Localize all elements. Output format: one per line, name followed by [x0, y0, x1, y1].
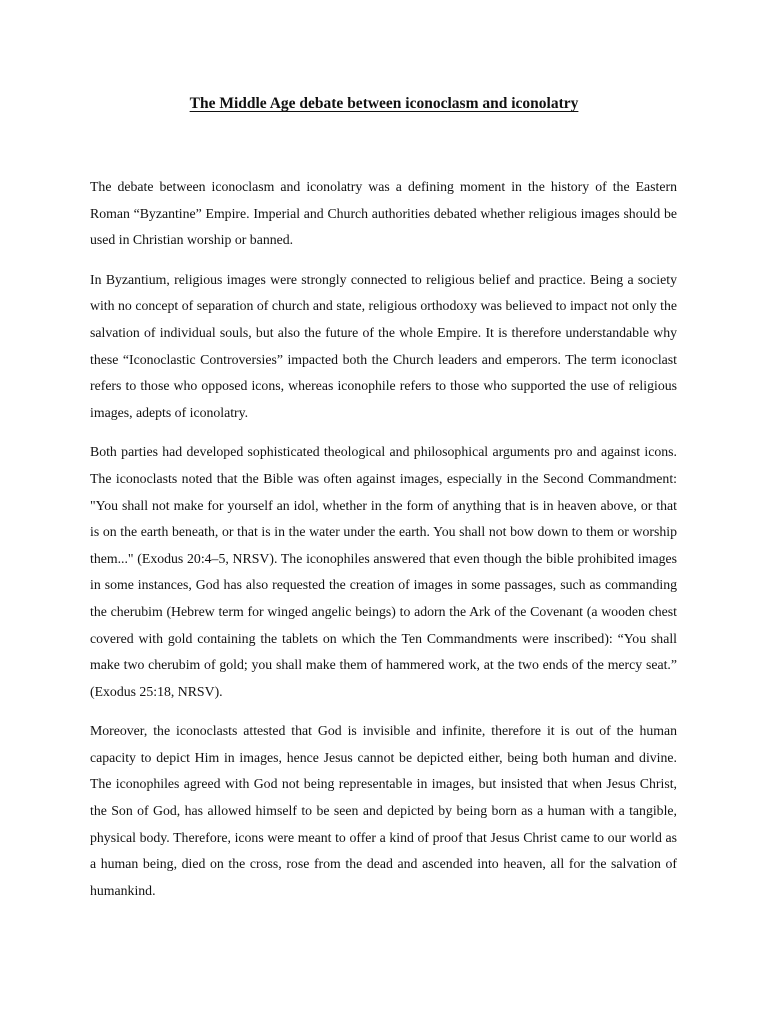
- document-title: The Middle Age debate between iconoclasm and iconolatry: [189, 95, 579, 112]
- paragraph-3: Both parties had developed sophisticated theological and philosophical arguments pro and against icons. The iconoclasts noted that the Bible was often against images, especially in the Second Commandment: "You shall not make for yourself an idol, whether in the form of anything that is in heaven above, or that is on the earth beneath, or that is in the water under the earth. You shall not bow down to them or worship them..." (Exodus 20:4–5, NRSV). The iconophiles answered that even though the bible prohibited images in some instances, God has also requested the creation of images in some passages, such as commanding the cherubim (Hebrew term for winged angelic beings) to adorn the Ark of the Covenant (a wooden chest covered with gold containing the tablets on which the Ten Commandments were inscribed): “You shall make two cherubim of gold; you shall make them of hammered work, at the two ends of the mercy seat.” (Exodus 25:18, NRSV).: [90, 444, 677, 699]
- document-body: [90, 174, 677, 917]
- paragraph-2: In Byzantium, religious images were strongly connected to religious belief and practice. Being a society with no concept of separation of church and state, religious orthodoxy was believed to impact not only the salvation of individual souls, but also the future of the whole Empire. It is therefore understandable why these “Iconoclastic Controversies” impacted both the Church leaders and emperors. The term iconoclast refers to those who opposed icons, whereas iconophile refers to those who supported the use of religious images, adepts of iconolatry.: [90, 271, 677, 420]
- paragraph-4: Moreover, the iconoclasts attested that God is invisible and infinite, therefore it is out of the human capacity to depict Him in images, hence Jesus cannot be depicted either, being both human and divine. The iconophiles agreed with God not being representable in images, but insisted that when Jesus Christ, the Son of God, has allowed himself to be seen and depicted by being born as a human with a tangible, physical body. Therefore, icons were meant to offer a kind of proof that Jesus Christ came to our world as a human being, died on the cross, rose from the dead and ascended into heaven, all for the salvation of humankind.: [90, 723, 677, 898]
- paragraph-1: The debate between iconoclasm and iconolatry was a defining moment in the history of the Eastern Roman “Byzantine” Empire. Imperial and Church authorities debated whether religious images should be used in Christian worship or banned.: [90, 179, 677, 248]
